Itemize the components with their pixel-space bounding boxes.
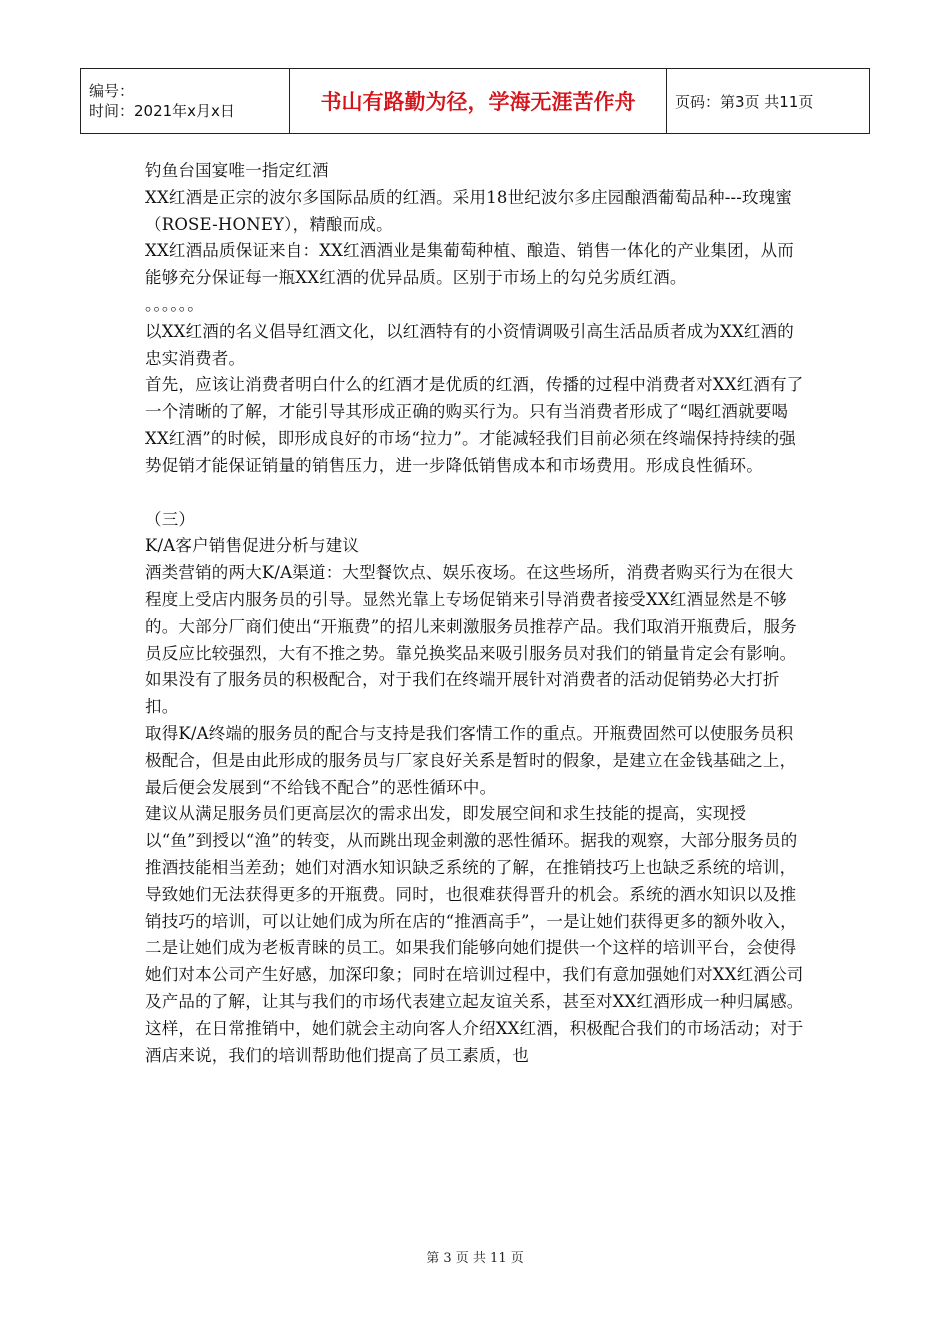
section-number: （三） (145, 509, 196, 529)
paragraph: 钓鱼台国宴唯一指定红酒 (145, 161, 329, 180)
header-date-label: 时间：2021年x月x日 (89, 102, 235, 120)
paragraph: XX红酒是正宗的波尔多国际品质的红酒。采用18世纪波尔多庄园酿酒葡萄品种---玫瑰蜜（ROSE-HONEY），精酿而成。 (145, 187, 793, 234)
paragraph: 建议从满足服务员们更高层次的需求出发，即发展空间和求生技能的提高，实现授以“鱼”到授以“渔”的转变，从而跳出现金刺激的恶性循环。据我的观察，大部分服务员的推酒技能相当差劲；她们对酒水知识缺乏系统的了解，在推销技巧上也缺乏系统的培训，导致她们无法获得更多的开瓶费。同时，也很难获得晋升的机会。系统的酒水知识以及推销技巧的培训，可以让她们成为所在店的“推酒高手”，一是让她们获得更多的额外收入，二是让她们成为老板青睐的员工。如果我们能够向她们提供一个这样的培训平台，会使得她们对本公司产生好感，加深印象；同时在培训过程中，我们有意加强她们对XX红酒公司及产品的了解，让其与我们的市场代表建立起友谊关系，甚至对XX红酒形成一种归属感。这样，在日常推销中，她们就会主动向客人介绍XX红酒，积极配合我们的市场活动；对于酒店来说，我们的培训帮助他们提高了员工素质，也 (145, 804, 804, 1065)
spacer (145, 480, 809, 507)
section-title: K/A客户销售促进分析与建议 (145, 536, 360, 556)
paragraph: 取得K/A终端的服务员的配合与支持是我们客情工作的重点。开瓶费固然可以使服务员积极配合，但是由此形成的服务员与厂家良好关系是暂时的假象，是建立在金钱基础之上，最后便会发展到“不给钱不配合”的恶性循环中。 (145, 723, 797, 797)
header-motto: 书山有路勤为径，学海无涯苦作舟 (290, 69, 667, 134)
ellipsis-line: 。。。。。。 (145, 294, 204, 314)
header-meta (81, 69, 290, 134)
header-page-info: 页码：第3页 共11页 (667, 69, 870, 134)
paragraph: XX红酒品质保证来自：XX红酒酒业是集葡萄种植、酿造、销售一体化的产业集团，从而能够充分保证每一瓶XX红酒的优异品质。区别于市场上的勾兑劣质红酒。 (145, 241, 794, 288)
paragraph: 以XX红酒的名义倡导红酒文化，以红酒特有的小资情调吸引高生活品质者成为XX红酒的忠实消费者。 (145, 321, 794, 368)
paragraph: 首先，应该让消费者明白什么的红酒才是优质的红酒，传播的过程中消费者对XX红酒有了一个清晰的了解，才能引导其形成正确的购买行为。只有当消费者形成了“喝红酒就要喝XX红酒”的时候，即形成良好的市场“拉力”。才能减轻我们目前必须在终端保持持续的强势促销才能保证销量的销售压力，进一步降低销售成本和市场费用。形成良性循环。 (145, 375, 804, 475)
header-number-label: 编号： (89, 82, 135, 100)
document-body (145, 158, 809, 1069)
page-header (80, 68, 870, 134)
paragraph: 酒类营销的两大K/A渠道：大型餐饮点、娱乐夜场。在这些场所，消费者购买行为在很大程度上受店内服务员的引导。显然光靠上专场促销来引导消费者接受XX红酒显然是不够的。大部分厂商们使出“开瓶费”的招儿来刺激服务员推荐产品。我们取消开瓶费后，服务员反应比较强烈，大有不推之势。靠兑换奖品来吸引服务员对我们的销量肯定会有影响。如果没有了服务员的积极配合，对于我们在终端开展针对消费者的活动促销势必大打折扣。 (145, 563, 797, 717)
page-footer: 第 3 页 共 11 页 (426, 1251, 524, 1266)
